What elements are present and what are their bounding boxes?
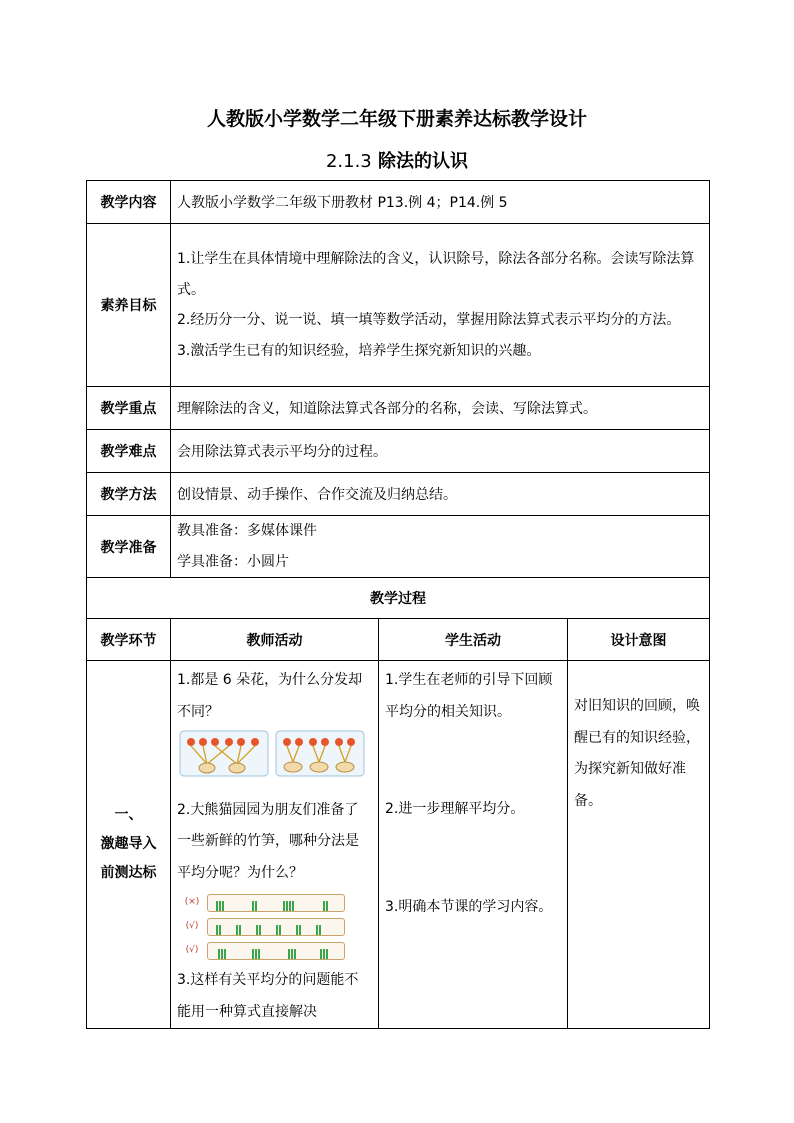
design-intent (568, 661, 710, 1029)
label-difficulty: 教学难点 (87, 430, 171, 473)
flowers-illustration (177, 730, 372, 791)
bamboo-shoots-icon (208, 898, 344, 914)
document-title: 人教版小学数学二年级下册素养达标教学设计 (206, 108, 587, 130)
label-preparation: 教学准备 (87, 516, 171, 578)
lesson-number: 2.1.3 (325, 151, 372, 172)
row-method (87, 473, 710, 516)
bamboo-shoots-icon (208, 946, 344, 962)
goal-2: 2.经历分一分、说一说、填一填等数学活动，掌握用除法算式表示平均分的方法。 (177, 312, 681, 328)
goal-1: 1.让学生在具体情境中理解除法的含义，认识除号，除法各部分名称。会读写除法算式。 (177, 251, 695, 298)
bamboo-bar (207, 894, 345, 912)
bamboo-option-3 (177, 939, 372, 963)
student-step-2: 2.进一步理解平均分。 (385, 801, 525, 817)
student-step-1: 1.学生在老师的引导下回顾平均分的相关知识。 (385, 672, 553, 720)
value-content: 人教版小学数学二年级下册教材 P13.例 4；P14.例 5 (171, 181, 710, 224)
row-content (87, 181, 710, 224)
col-header-teacher: 教师活动 (171, 619, 379, 661)
stage-number: 一、 (114, 807, 143, 823)
goal-3: 3.激活学生已有的知识经验，培养学生探究新知识的兴趣。 (177, 342, 541, 359)
value-method: 创设情景、动手操作、合作交流及归纳总结。 (171, 473, 710, 516)
process-header: 教学过程 (87, 578, 710, 619)
value-key-points: 理解除法的含义，知道除法算式各部分的名称，会读、写除法算式。 (171, 387, 710, 430)
label-goals: 素养目标 (87, 224, 171, 387)
answer-mark: (×) (184, 897, 200, 908)
row-key-points (87, 387, 710, 430)
value-goals (171, 224, 710, 387)
bamboo-bar (207, 942, 345, 960)
label-content: 教学内容 (87, 181, 171, 224)
row-column-headers (87, 619, 710, 661)
bamboo-illustration (177, 891, 372, 963)
flowers-image (177, 730, 367, 778)
row-goals (87, 224, 710, 387)
prep-student: 学具准备：小圆片 (177, 553, 289, 570)
row-difficulty (87, 430, 710, 473)
row-section-1 (87, 661, 710, 1029)
lesson-plan-table (86, 180, 710, 1029)
col-header-student: 学生活动 (379, 619, 568, 661)
teacher-step-3: 3.这样有关平均分的问题能不能用一种算式直接解决 (177, 972, 359, 1020)
col-header-stage: 教学环节 (87, 619, 171, 661)
stage-name-2: 前测达标 (100, 865, 157, 881)
value-difficulty: 会用除法算式表示平均分的过程。 (171, 430, 710, 473)
answer-mark: (√) (185, 945, 199, 956)
stage-name-1: 激趣导入 (100, 836, 157, 852)
col-header-intent: 设计意图 (568, 619, 710, 661)
stage-section-1 (87, 661, 171, 1029)
teacher-step-1: 1.都是 6 朵花，为什么分发却不同？ (177, 672, 363, 720)
label-method: 教学方法 (87, 473, 171, 516)
student-activity (379, 661, 568, 1029)
label-key-points: 教学重点 (87, 387, 171, 430)
value-preparation (171, 516, 710, 578)
row-process-header (87, 578, 710, 619)
teacher-step-2: 2.大熊猫园园为朋友们准备了一些新鲜的竹笋，哪种分法是平均分呢？为什么？ (177, 801, 359, 881)
answer-mark: (√) (185, 921, 199, 932)
bamboo-shoots-icon (208, 922, 344, 938)
prep-teacher: 教具准备：多媒体课件 (177, 523, 317, 539)
document-subtitle (0, 147, 794, 173)
teacher-activity (171, 661, 379, 1029)
row-preparation (87, 516, 710, 578)
bamboo-bar (207, 918, 345, 936)
intent-text: 对旧知识的回顾，唤醒已有的知识经验，为探究新知做好准备。 (574, 698, 700, 809)
lesson-title: 除法的认识 (378, 151, 469, 172)
student-step-3: 3.明确本节课的学习内容。 (385, 898, 553, 915)
